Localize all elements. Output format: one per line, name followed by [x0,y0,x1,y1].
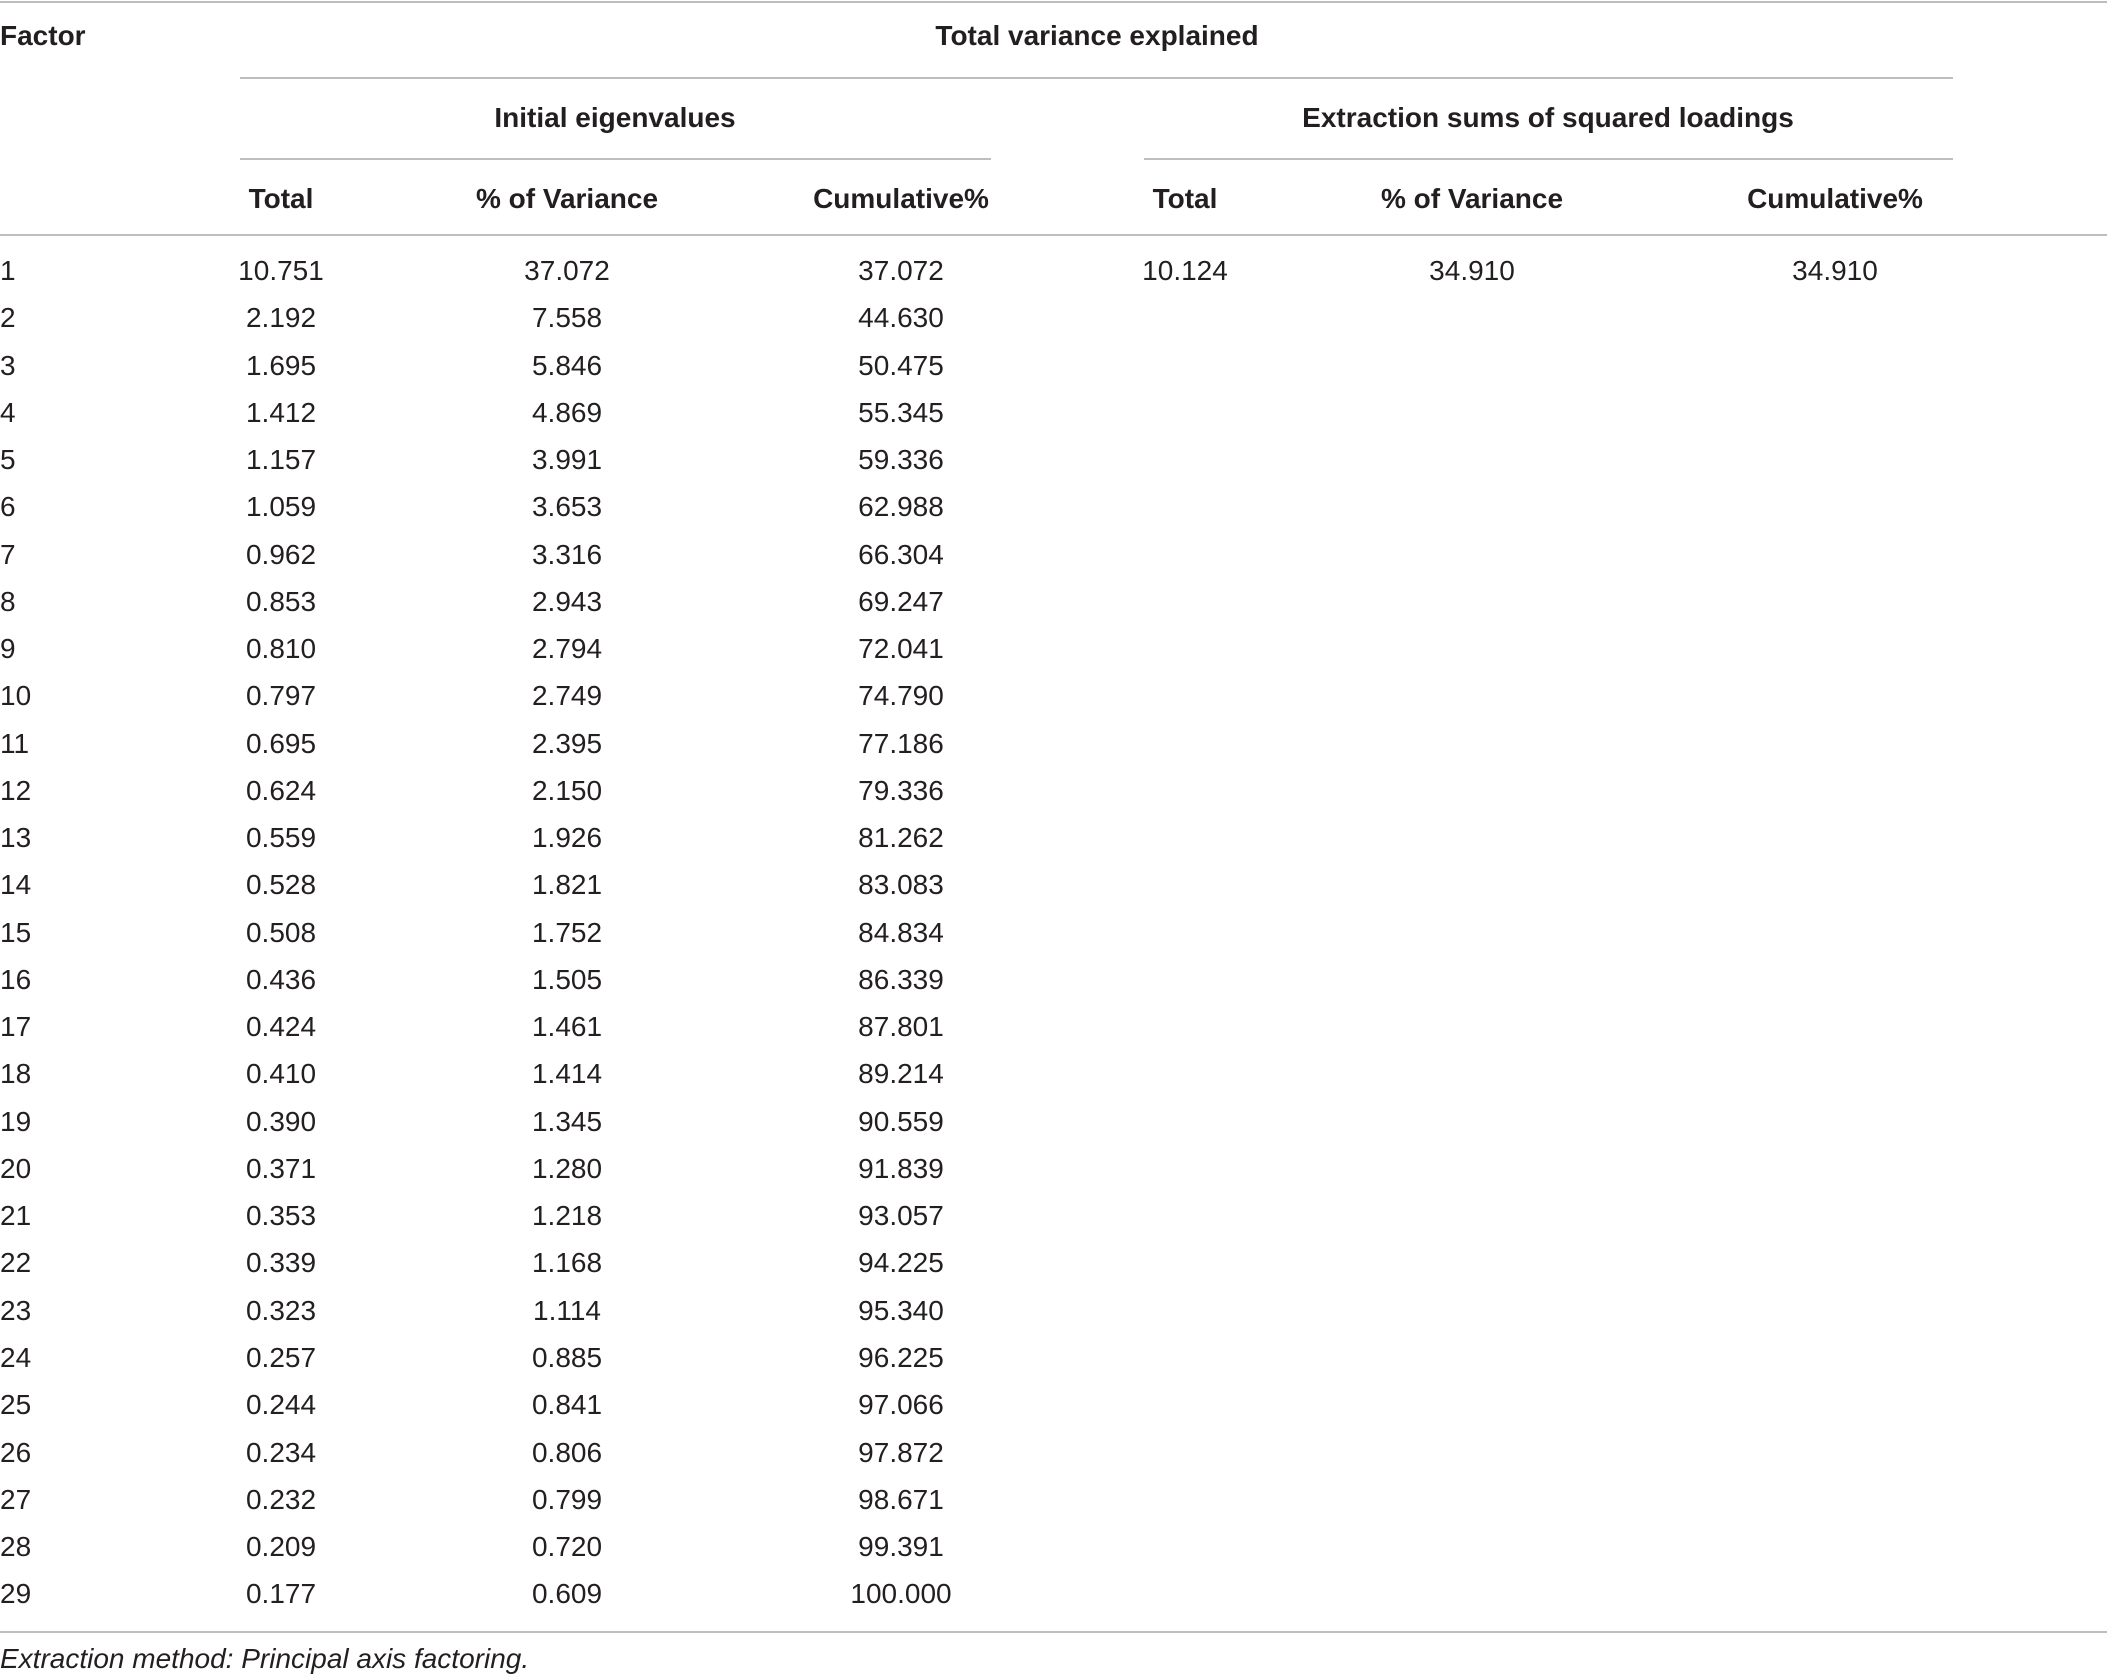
cell-initial-cumulative: 100.000 [850,1578,952,1609]
cell-initial-cumulative: 79.336 [858,775,944,806]
cell-initial-cumulative: 94.225 [858,1247,944,1278]
cell-initial-total: 0.323 [245,1295,317,1326]
cell-initial-total: 1.059 [245,491,317,522]
factor-header: Factor [0,20,86,51]
cell-factor-number: 13 [0,822,32,853]
cell-initial-variance: 3.991 [531,444,603,475]
cell-initial-variance: 4.869 [531,397,603,428]
column-header-initial-total: Total [248,183,314,214]
cell-initial-variance: 2.943 [531,586,603,617]
cell-factor-number: 29 [0,1578,32,1609]
cell-initial-variance: 1.414 [531,1058,603,1089]
cell-initial-total: 0.424 [245,1011,317,1042]
footnote: Extraction method: Principal axis factoring. [0,1643,530,1674]
bottom-rule [0,1631,2107,1633]
cell-initial-total: 0.810 [245,633,317,664]
cell-initial-cumulative: 93.057 [858,1200,944,1231]
group-rule [240,77,1953,79]
cell-initial-variance: 3.653 [531,491,603,522]
cell-extraction-variance: 34.910 [1429,255,1515,286]
cell-initial-variance: 1.168 [531,1247,603,1278]
initial-subgroup-rule [240,158,991,160]
cell-initial-total: 0.853 [245,586,317,617]
cell-factor-number: 10 [0,680,32,711]
cell-factor-number: 14 [0,869,32,900]
column-header-initial-variance: % of Variance [475,183,659,214]
cell-factor-number: 4 [0,397,16,428]
cell-factor-number: 12 [0,775,32,806]
top-rule [0,1,2107,3]
cell-initial-cumulative: 83.083 [858,869,944,900]
cell-initial-total: 0.508 [245,917,317,948]
cell-initial-total: 0.209 [245,1531,317,1562]
initial-eigenvalues-header: Initial eigenvalues [494,102,736,133]
cell-factor-number: 21 [0,1200,32,1231]
cell-initial-variance: 0.799 [531,1484,603,1515]
cell-factor-number: 7 [0,539,16,570]
cell-initial-variance: 7.558 [531,302,603,333]
cell-factor-number: 5 [0,444,16,475]
column-header-extraction-total: Total [1152,183,1218,214]
cell-initial-variance: 1.345 [531,1106,603,1137]
cell-initial-cumulative: 96.225 [858,1342,944,1373]
cell-factor-number: 20 [0,1153,32,1184]
cell-initial-cumulative: 66.304 [858,539,944,570]
cell-initial-cumulative: 97.872 [858,1437,944,1468]
cell-initial-variance: 1.505 [531,964,603,995]
cell-extraction-total: 10.124 [1142,255,1228,286]
cell-initial-cumulative: 84.834 [858,917,944,948]
cell-initial-cumulative: 97.066 [858,1389,944,1420]
cell-initial-variance: 0.885 [531,1342,603,1373]
cell-initial-total: 0.624 [245,775,317,806]
cell-initial-total: 0.234 [245,1437,317,1468]
cell-factor-number: 1 [0,255,16,286]
cell-initial-total: 1.695 [245,350,317,381]
cell-factor-number: 27 [0,1484,32,1515]
cell-initial-cumulative: 86.339 [858,964,944,995]
cell-initial-cumulative: 55.345 [858,397,944,428]
cell-initial-total: 10.751 [238,255,324,286]
cell-factor-number: 26 [0,1437,32,1468]
column-header-extraction-variance: % of Variance [1380,183,1564,214]
cell-initial-total: 0.410 [245,1058,317,1089]
cell-initial-cumulative: 98.671 [858,1484,944,1515]
cell-factor-number: 25 [0,1389,32,1420]
cell-factor-number: 6 [0,491,16,522]
cell-factor-number: 28 [0,1531,32,1562]
cell-factor-number: 22 [0,1247,32,1278]
cell-factor-number: 17 [0,1011,32,1042]
cell-initial-variance: 5.846 [531,350,603,381]
cell-initial-cumulative: 81.262 [858,822,944,853]
cell-initial-total: 0.244 [245,1389,317,1420]
cell-initial-variance: 37.072 [524,255,610,286]
cell-initial-total: 0.390 [245,1106,317,1137]
cell-initial-cumulative: 74.790 [858,680,944,711]
cell-initial-variance: 1.114 [533,1295,601,1326]
cell-factor-number: 15 [0,917,32,948]
cell-initial-total: 0.232 [245,1484,317,1515]
extraction-subgroup-rule [1144,158,1953,160]
cell-initial-cumulative: 99.391 [858,1531,944,1562]
cell-initial-cumulative: 91.839 [858,1153,944,1184]
cell-initial-variance: 2.395 [531,728,603,759]
cell-initial-total: 0.559 [245,822,317,853]
cell-initial-cumulative: 77.186 [858,728,944,759]
cell-initial-variance: 1.280 [531,1153,603,1184]
cell-initial-cumulative: 72.041 [858,633,944,664]
total-variance-header: Total variance explained [935,20,1259,51]
cell-extraction-cumulative: 34.910 [1792,255,1878,286]
cell-initial-variance: 0.720 [531,1531,603,1562]
cell-initial-variance: 2.749 [531,680,603,711]
cell-initial-cumulative: 90.559 [858,1106,944,1137]
cell-factor-number: 19 [0,1106,32,1137]
column-header-initial-cumulative: Cumulative% [813,183,989,214]
cell-initial-cumulative: 37.072 [858,255,944,286]
cell-factor-number: 18 [0,1058,32,1089]
cell-initial-variance: 0.806 [531,1437,603,1468]
cell-initial-cumulative: 89.214 [858,1058,944,1089]
cell-factor-number: 11 [0,728,30,759]
cell-factor-number: 2 [0,302,16,333]
cell-initial-variance: 1.926 [531,822,603,853]
cell-factor-number: 23 [0,1295,32,1326]
cell-initial-variance: 2.150 [531,775,603,806]
cell-initial-total: 0.436 [245,964,317,995]
cell-initial-total: 1.157 [245,444,317,475]
cell-initial-cumulative: 59.336 [858,444,944,475]
cell-initial-variance: 0.609 [531,1578,603,1609]
extraction-sums-header: Extraction sums of squared loadings [1302,102,1794,133]
cell-initial-total: 0.353 [245,1200,317,1231]
cell-initial-variance: 2.794 [531,633,603,664]
cell-initial-total: 0.177 [245,1578,317,1609]
cell-initial-total: 0.371 [245,1153,317,1184]
cell-initial-total: 1.412 [245,397,317,428]
cell-initial-cumulative: 50.475 [858,350,944,381]
cell-initial-cumulative: 69.247 [858,586,944,617]
cell-initial-variance: 1.821 [531,869,603,900]
cell-initial-total: 0.695 [245,728,317,759]
cell-initial-total: 0.962 [245,539,317,570]
cell-factor-number: 16 [0,964,32,995]
cell-initial-total: 0.528 [245,869,317,900]
cell-initial-variance: 1.461 [531,1011,603,1042]
cell-factor-number: 9 [0,633,16,664]
cell-initial-cumulative: 87.801 [858,1011,944,1042]
cell-factor-number: 24 [0,1342,32,1373]
cell-factor-number: 3 [0,350,16,381]
cell-initial-variance: 1.218 [531,1200,603,1231]
cell-initial-variance: 1.752 [531,917,603,948]
cell-initial-total: 2.192 [245,302,317,333]
cell-initial-cumulative: 44.630 [858,302,944,333]
cell-initial-total: 0.257 [245,1342,317,1373]
cell-initial-cumulative: 95.340 [858,1295,944,1326]
header-bottom-rule [0,234,2107,236]
cell-initial-cumulative: 62.988 [858,491,944,522]
column-header-extraction-cumulative: Cumulative% [1747,183,1923,214]
cell-initial-variance: 3.316 [531,539,603,570]
cell-factor-number: 8 [0,586,16,617]
cell-initial-variance: 0.841 [531,1389,603,1420]
cell-initial-total: 0.339 [245,1247,317,1278]
cell-initial-total: 0.797 [245,680,317,711]
